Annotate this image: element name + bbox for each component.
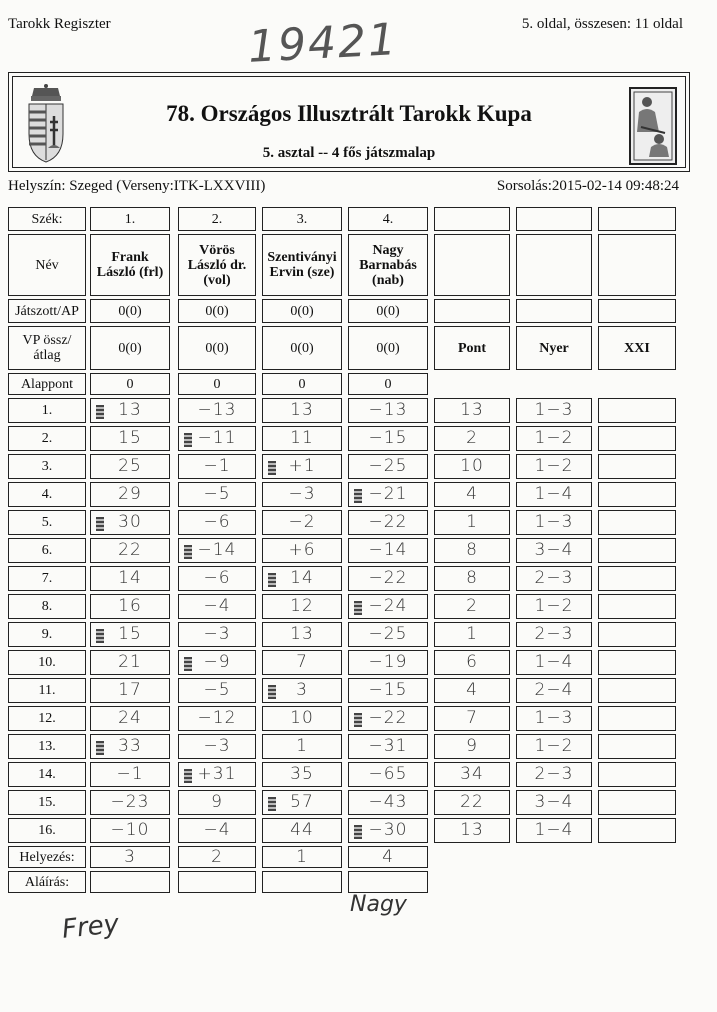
- score-value: 21: [118, 652, 142, 672]
- nyer-value: 1−3: [516, 510, 592, 535]
- nyer-value: 1−3: [516, 706, 592, 731]
- header-box: [8, 72, 690, 172]
- score-value: 12: [290, 596, 314, 616]
- signature-cell: [348, 871, 428, 893]
- score-cell: [90, 566, 170, 591]
- score-value: −14: [197, 540, 237, 560]
- empty-cell: [434, 299, 510, 323]
- played-value: 0(0): [178, 299, 256, 323]
- played-value: 0(0): [348, 299, 428, 323]
- base-value: 0: [262, 373, 342, 395]
- score-value: −9: [203, 652, 231, 672]
- score-value: −15: [368, 680, 408, 700]
- vp-value: 0(0): [262, 326, 342, 370]
- score-cell: [348, 510, 428, 535]
- xxi-cell: [598, 454, 676, 479]
- extra-header: XXI: [598, 326, 676, 370]
- score-cell: [348, 706, 428, 731]
- score-cell: [348, 454, 428, 479]
- score-value: −24: [368, 596, 408, 616]
- caller-stamp-icon: [354, 713, 362, 727]
- score-value: −15: [368, 428, 408, 448]
- score-cell: [262, 482, 342, 507]
- pont-value: 2: [434, 426, 510, 451]
- score-cell: [262, 594, 342, 619]
- score-value: +6: [288, 540, 316, 560]
- played-value: 0(0): [90, 299, 170, 323]
- caller-stamp-icon: [184, 545, 192, 559]
- empty-cell: [598, 299, 676, 323]
- caller-stamp-icon: [268, 685, 276, 699]
- base-value: 0: [348, 373, 428, 395]
- pont-value: 6: [434, 650, 510, 675]
- empty-cell: [516, 234, 592, 296]
- score-cell: [178, 566, 256, 591]
- score-value: 24: [118, 708, 142, 728]
- score-value: −3: [288, 484, 316, 504]
- score-value: 15: [118, 624, 142, 644]
- score-value: −3: [203, 736, 231, 756]
- name-label: Név: [8, 234, 86, 296]
- extra-header: Pont: [434, 326, 510, 370]
- handwritten-id: 19421: [246, 14, 400, 73]
- caller-stamp-icon: [96, 629, 104, 643]
- xxi-cell: [598, 762, 676, 787]
- score-value: −19: [368, 652, 408, 672]
- seat-label: Szék:: [8, 207, 86, 231]
- xxi-cell: [598, 734, 676, 759]
- score-value: 14: [118, 568, 142, 588]
- pont-value: 2: [434, 594, 510, 619]
- pont-value: 8: [434, 538, 510, 563]
- nyer-value: 1−2: [516, 734, 592, 759]
- score-cell: [348, 818, 428, 843]
- score-cell: [178, 622, 256, 647]
- score-cell: [178, 482, 256, 507]
- pont-value: 4: [434, 482, 510, 507]
- placement-value: 3: [90, 846, 170, 868]
- signature-cell: [90, 871, 170, 893]
- placement-value: 4: [348, 846, 428, 868]
- score-cell: [262, 454, 342, 479]
- score-value: −31: [368, 736, 408, 756]
- score-cell: [178, 706, 256, 731]
- xxi-cell: [598, 426, 676, 451]
- score-value: 7: [296, 652, 308, 672]
- game-number: 6.: [8, 538, 86, 563]
- score-cell: [262, 678, 342, 703]
- score-value: +31: [197, 764, 237, 784]
- placement-label: Helyezés:: [8, 846, 86, 868]
- score-value: −1: [116, 764, 144, 784]
- pont-value: 22: [434, 790, 510, 815]
- score-cell: [90, 538, 170, 563]
- score-value: 57: [290, 792, 314, 812]
- page-info: 5. oldal, összesen: 11 oldal: [521, 16, 683, 32]
- score-cell: [90, 790, 170, 815]
- nyer-value: 1−4: [516, 482, 592, 507]
- extra-header: Nyer: [516, 326, 592, 370]
- game-number: 9.: [8, 622, 86, 647]
- pont-value: 7: [434, 706, 510, 731]
- score-value: 10: [290, 708, 314, 728]
- score-cell: [178, 538, 256, 563]
- nyer-value: 1−2: [516, 426, 592, 451]
- score-value: 15: [118, 428, 142, 448]
- score-value: −22: [368, 512, 408, 532]
- empty-cell: [598, 234, 676, 296]
- score-cell: [348, 566, 428, 591]
- pont-value: 13: [434, 398, 510, 423]
- nyer-value: 2−3: [516, 762, 592, 787]
- score-value: 30: [118, 512, 142, 532]
- game-number: 1.: [8, 398, 86, 423]
- pont-value: 34: [434, 762, 510, 787]
- score-value: −22: [368, 708, 408, 728]
- app-title: Tarokk Regiszter: [8, 16, 111, 32]
- game-number: 5.: [8, 510, 86, 535]
- game-number: 4.: [8, 482, 86, 507]
- main-title: 78. Országos Illusztrált Tarokk Kupa: [166, 101, 532, 126]
- vp-value: 0(0): [348, 326, 428, 370]
- nyer-value: 1−3: [516, 398, 592, 423]
- score-value: −25: [368, 456, 408, 476]
- score-cell: [262, 818, 342, 843]
- score-value: −14: [368, 540, 408, 560]
- score-cell: [90, 762, 170, 787]
- score-cell: [348, 678, 428, 703]
- base-value: 0: [90, 373, 170, 395]
- game-number: 2.: [8, 426, 86, 451]
- empty-cell: [516, 207, 592, 231]
- score-cell: [348, 482, 428, 507]
- score-cell: [90, 622, 170, 647]
- score-value: −4: [203, 596, 231, 616]
- score-value: −21: [368, 484, 408, 504]
- caller-stamp-icon: [96, 741, 104, 755]
- sub-title: 5. asztal -- 4 fős játszmalap: [262, 145, 436, 161]
- score-value: 44: [290, 820, 314, 840]
- seat-number: 3.: [262, 207, 342, 231]
- score-cell: [178, 594, 256, 619]
- score-value: 13: [118, 400, 142, 420]
- signature-cell: [178, 871, 256, 893]
- caller-stamp-icon: [268, 461, 276, 475]
- score-value: 22: [118, 540, 142, 560]
- pont-value: 1: [434, 622, 510, 647]
- nyer-value: 1−4: [516, 650, 592, 675]
- signature-label: Aláírás:: [8, 871, 86, 893]
- xxi-cell: [598, 818, 676, 843]
- score-cell: [178, 734, 256, 759]
- xxi-cell: [598, 622, 676, 647]
- xxi-cell: [598, 594, 676, 619]
- signature-player-4: Nagy: [350, 892, 407, 917]
- score-cell: [178, 454, 256, 479]
- pont-value: 1: [434, 510, 510, 535]
- score-value: 11: [290, 428, 314, 448]
- nyer-value: 1−2: [516, 454, 592, 479]
- caller-stamp-icon: [184, 433, 192, 447]
- score-cell: [348, 790, 428, 815]
- score-cell: [178, 398, 256, 423]
- seat-number: 2.: [178, 207, 256, 231]
- score-cell: [178, 678, 256, 703]
- score-value: −11: [197, 428, 237, 448]
- score-cell: [178, 762, 256, 787]
- score-value: −13: [197, 400, 237, 420]
- base-value: 0: [178, 373, 256, 395]
- xxi-cell: [598, 538, 676, 563]
- score-value: 33: [118, 736, 142, 756]
- score-value: −2: [288, 512, 316, 532]
- score-value: −6: [203, 568, 231, 588]
- score-value: 25: [118, 456, 142, 476]
- vp-value: 0(0): [178, 326, 256, 370]
- seat-number: 1.: [90, 207, 170, 231]
- score-cell: [348, 594, 428, 619]
- score-value: −65: [368, 764, 408, 784]
- score-cell: [348, 622, 428, 647]
- played-value: 0(0): [262, 299, 342, 323]
- score-cell: [348, 426, 428, 451]
- draw-time: Sorsolás:2015-02-14 09:48:24: [496, 178, 679, 194]
- score-cell: [348, 538, 428, 563]
- score-cell: [90, 706, 170, 731]
- score-cell: [90, 482, 170, 507]
- score-value: −6: [203, 512, 231, 532]
- nyer-value: 2−3: [516, 622, 592, 647]
- score-cell: [348, 398, 428, 423]
- placement-value: 1: [262, 846, 342, 868]
- game-number: 14.: [8, 762, 86, 787]
- xxi-cell: [598, 566, 676, 591]
- xxi-cell: [598, 650, 676, 675]
- tarot-card-icon: [629, 87, 677, 165]
- caller-stamp-icon: [96, 517, 104, 531]
- nyer-value: 3−4: [516, 790, 592, 815]
- xxi-cell: [598, 790, 676, 815]
- score-cell: [90, 818, 170, 843]
- player-name: Szentiványi Ervin (sze): [262, 234, 342, 296]
- caller-stamp-icon: [184, 657, 192, 671]
- game-number: 13.: [8, 734, 86, 759]
- score-cell: [178, 510, 256, 535]
- score-value: 1: [296, 736, 308, 756]
- xxi-cell: [598, 510, 676, 535]
- xxi-cell: [598, 482, 676, 507]
- score-value: 9: [211, 792, 223, 812]
- score-cell: [90, 734, 170, 759]
- score-value: 16: [118, 596, 142, 616]
- score-cell: [262, 566, 342, 591]
- empty-cell: [434, 207, 510, 231]
- score-value: 14: [290, 568, 314, 588]
- score-value: −30: [368, 820, 408, 840]
- score-cell: [262, 398, 342, 423]
- score-cell: [90, 398, 170, 423]
- score-cell: [90, 426, 170, 451]
- score-cell: [262, 734, 342, 759]
- player-name: Nagy Barnabás (nab): [348, 234, 428, 296]
- pont-value: 13: [434, 818, 510, 843]
- game-number: 11.: [8, 678, 86, 703]
- score-cell: [90, 510, 170, 535]
- score-cell: [262, 622, 342, 647]
- score-value: −10: [110, 820, 150, 840]
- score-value: 13: [290, 624, 314, 644]
- empty-cell: [516, 299, 592, 323]
- nyer-value: 3−4: [516, 538, 592, 563]
- score-value: 13: [290, 400, 314, 420]
- game-number: 3.: [8, 454, 86, 479]
- pont-value: 9: [434, 734, 510, 759]
- game-number: 16.: [8, 818, 86, 843]
- caller-stamp-icon: [354, 825, 362, 839]
- score-cell: [348, 762, 428, 787]
- xxi-cell: [598, 706, 676, 731]
- score-cell: [90, 454, 170, 479]
- player-name: Frank László (frl): [90, 234, 170, 296]
- score-value: −1: [203, 456, 231, 476]
- pont-value: 10: [434, 454, 510, 479]
- seat-number: 4.: [348, 207, 428, 231]
- score-value: −23: [110, 792, 150, 812]
- score-cell: [262, 790, 342, 815]
- score-cell: [178, 790, 256, 815]
- location-info: Helyszín: Szeged (Verseny:ITK-LXXVIII): [8, 178, 266, 194]
- game-number: 15.: [8, 790, 86, 815]
- score-cell: [262, 538, 342, 563]
- score-value: −5: [203, 484, 231, 504]
- score-cell: [262, 762, 342, 787]
- score-cell: [262, 650, 342, 675]
- score-value: −12: [197, 708, 237, 728]
- score-value: 35: [290, 764, 314, 784]
- game-number: 12.: [8, 706, 86, 731]
- score-value: −5: [203, 680, 231, 700]
- score-cell: [262, 510, 342, 535]
- player-name: Vörös László dr. (vol): [178, 234, 256, 296]
- caller-stamp-icon: [354, 489, 362, 503]
- score-cell: [348, 734, 428, 759]
- score-cell: [178, 818, 256, 843]
- caller-stamp-icon: [96, 405, 104, 419]
- nyer-value: 2−3: [516, 566, 592, 591]
- caller-stamp-icon: [268, 573, 276, 587]
- score-cell: [90, 678, 170, 703]
- score-cell: [348, 650, 428, 675]
- score-value: −22: [368, 568, 408, 588]
- game-number: 8.: [8, 594, 86, 619]
- score-value: 29: [118, 484, 142, 504]
- score-value: −13: [368, 400, 408, 420]
- score-value: −43: [368, 792, 408, 812]
- score-value: −3: [203, 624, 231, 644]
- signature-player-1: Frey: [60, 909, 121, 945]
- score-value: +1: [288, 456, 316, 476]
- vp-value: 0(0): [90, 326, 170, 370]
- base-label: Alappont: [8, 373, 86, 395]
- caller-stamp-icon: [184, 769, 192, 783]
- score-cell: [90, 650, 170, 675]
- score-cell: [178, 426, 256, 451]
- nyer-value: 1−4: [516, 818, 592, 843]
- xxi-cell: [598, 678, 676, 703]
- pont-value: 4: [434, 678, 510, 703]
- nyer-value: 2−4: [516, 678, 592, 703]
- score-cell: [90, 594, 170, 619]
- score-cell: [262, 706, 342, 731]
- placement-value: 2: [178, 846, 256, 868]
- xxi-cell: [598, 398, 676, 423]
- score-value: 17: [118, 680, 142, 700]
- empty-cell: [434, 234, 510, 296]
- caller-stamp-icon: [268, 797, 276, 811]
- pont-value: 8: [434, 566, 510, 591]
- vp-label: VP össz/átlag: [8, 326, 86, 370]
- game-number: 7.: [8, 566, 86, 591]
- score-cell: [178, 650, 256, 675]
- score-value: −4: [203, 820, 231, 840]
- score-cell: [262, 426, 342, 451]
- score-value: −25: [368, 624, 408, 644]
- score-value: 3: [296, 680, 308, 700]
- nyer-value: 1−2: [516, 594, 592, 619]
- empty-cell: [598, 207, 676, 231]
- played-label: Játszott/AP: [8, 299, 86, 323]
- game-number: 10.: [8, 650, 86, 675]
- signature-cell: [262, 871, 342, 893]
- caller-stamp-icon: [354, 601, 362, 615]
